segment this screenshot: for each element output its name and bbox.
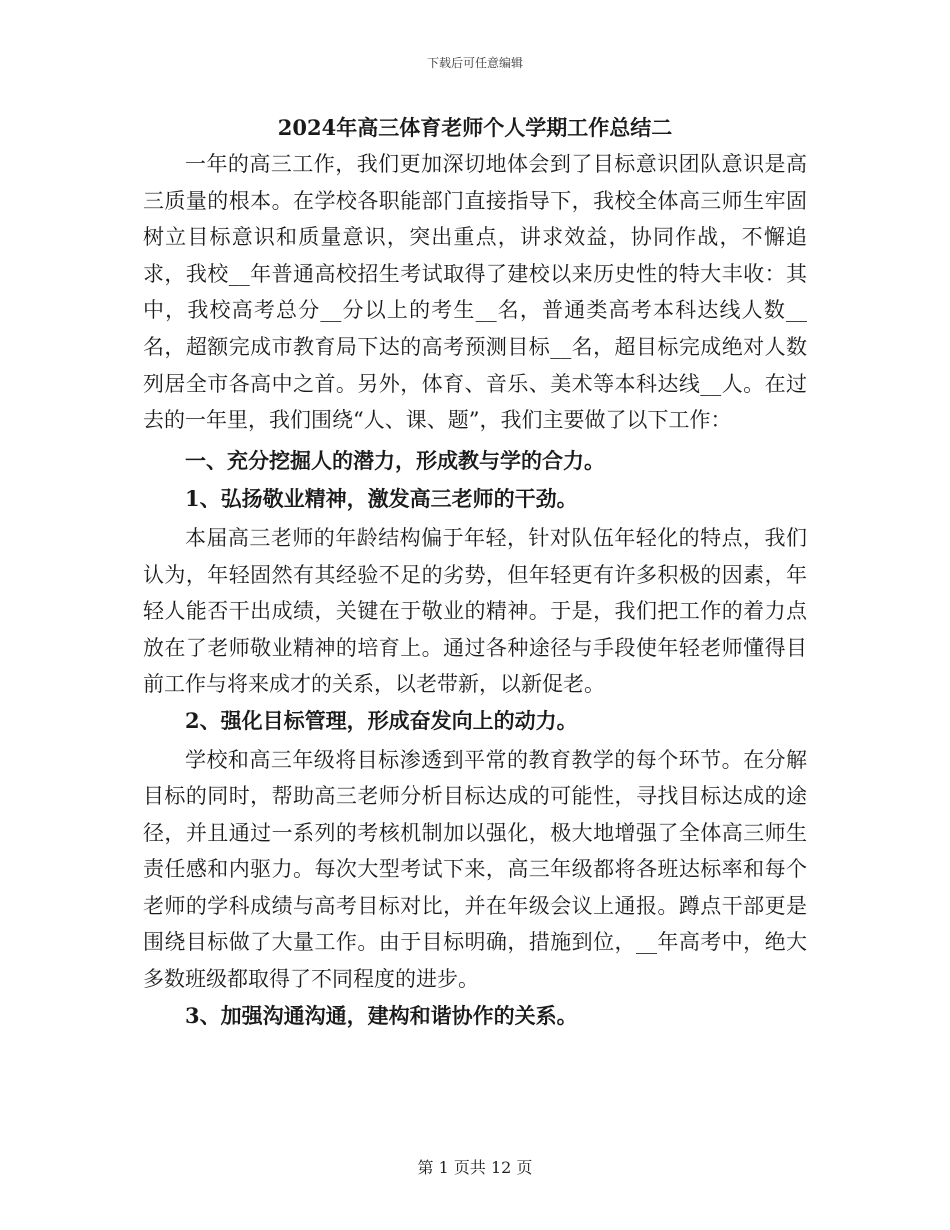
- subsection-1-paragraph: 本届高三老师的年龄结构偏于年轻，针对队伍年轻化的特点，我们认为，年轻固然有其经验不足的劣势，但年轻更有许多积极的因素，年轻人能否干出成绩，关键在于敬业的精神。于是，我们把工作的着力点放在了老师敬业精神的培育上。通过各种途径与手段使年轻老师懂得目前工作与将来成才的关系，以老带新，以新促老。: [143, 525, 807, 697]
- subsection-3-heading: 3、加强沟通沟通，建构和谐协作的关系。: [185, 1002, 578, 1028]
- section-1-heading: 一、充分挖掘人的潜力，形成教与学的合力。: [185, 447, 605, 473]
- intro-paragraph: 一年的高三工作，我们更加深切地体会到了目标意识团队意识是高三质量的根本。在学校各职能部门直接指导下，我校全体高三师生牢固树立目标意识和质量意识，突出重点，讲求效益，协同作战，不懈追求，我校__年普通高校招生考试取得了建校以来历史性的特大丰收：其中，我校高考总分__分以上的考生__名，普通类高考本科达线人数__名，超额完成市教育局下达的高考预测目标__名，超目标完成绝对人数列居全市各高中之首。另外，体育、音乐、美术等本科达线__人。在过去的一年里，我们围绕“人、课、题”，我们主要做了以下工作：: [143, 152, 807, 433]
- page-number: 第 1 页共 12 页: [417, 1158, 533, 1177]
- document-body: [143, 110, 807, 1036]
- header-note: 下载后可任意编辑: [426, 56, 523, 70]
- subsection-2-heading: 2、强化目标管理，形成奋发向上的动力。: [185, 707, 578, 733]
- subsection-1-heading: 1、弘扬敬业精神，激发高三老师的干劲。: [185, 486, 578, 512]
- document-title: 2024年高三体育老师个人学期工作总结二: [277, 115, 673, 140]
- subsection-2-paragraph: 学校和高三年级将目标渗透到平常的教育教学的每个环节。在分解目标的同时，帮助高三老师分析目标达成的可能性，寻找目标达成的途径，并且通过一系列的考核机制加以强化，极大地增强了全体高三师生责任感和内驱力。每次大型考试下来，高三年级都将各班达标率和每个老师的学科成绩与高考目标对比，并在年级会议上通报。蹲点干部更是围绕目标做了大量工作。由于目标明确，措施到位，__年高考中，绝大多数班级都取得了不同程度的进步。: [143, 747, 807, 992]
